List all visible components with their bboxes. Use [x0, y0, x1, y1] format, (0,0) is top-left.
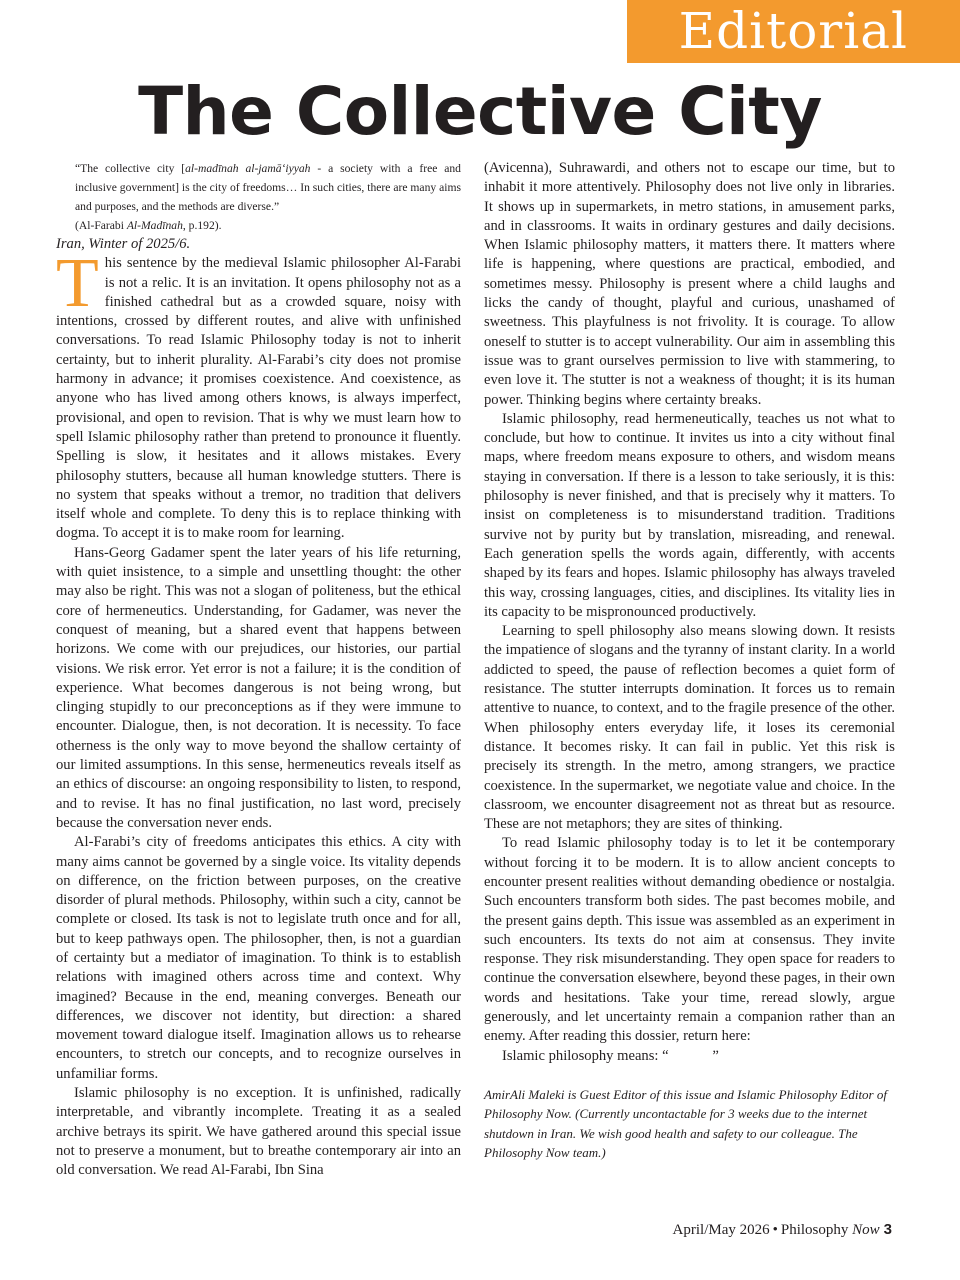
- left-column: [56, 159, 461, 1181]
- epigraph-source: (Al-Farabi Al-Madīnah, p.192).: [75, 219, 222, 232]
- bullet-separator: •: [772, 1222, 778, 1238]
- paragraph-4: Islamic philosophy is no exception. It is unfinished, radically interpretable, and vibrantly incomplete. Treating it as a sealed archive betrays its spirit. We have gathered around this special issue not to preserve a monument, but to breathe contemporary air into an old conversation. We read Al-Farabi, Ibn Sina: [56, 1085, 461, 1179]
- paragraph-1: This sentence by the medieval Islamic philosopher Al-Farabi is not a relic. It is an invitation. It opens philosophy not as a finished cathedral but as a crowded square, noisy with intentions, crossed by different routes, and alive with unfinished conversations. To read Islamic Philosophy today is not to inherit certainty, but to inherit plurality. Al-Farabi’s city does not promise harmony in advance; it promises coexistence. And coexistence, as anyone who has lived among others knows, is always imperfect, provisional, and open to revision. That is why we must learn how to spell Islamic philosophy rather than pretend to pronounce it fluently. Spelling is slow, it hesitates and it allows mistakes. Every philosophy stutters, because all human knowledge stutters. There is no system that speaks without a tremor, no tradition that delivers itself whole and complete. To deny this is to replace thinking with dogma. To accept it is to make room for learning.: [56, 245, 461, 542]
- magazine-name-now: Now: [852, 1222, 880, 1238]
- paragraph-6: Islamic philosophy, read hermeneutically, teaches us not what to conclude, but how to continue. It invites us into a city without final maps, where freedom means exposure to others, and wisdom means staying in conversation. If there is a lesson to take seriously, it is this: philosophy is never finished, and that is precisely why it matters. To insist on completeness is to misunderstand tradition. Traditions survive not by purity but by translation, misreading, and renewal. Each generation spells the words again, differently, with accents shaped by its fears and hopes. Islamic philosophy has always traveled this way, crossing languages, cities, and disciplines. Its vitality lies in its capacity to be mispronounced productively.: [484, 410, 895, 620]
- paragraph-9: Islamic philosophy means: “ ”: [502, 1047, 719, 1064]
- article-title: The Collective City: [138, 73, 822, 150]
- author-note: AmirAli Maleki is Guest Editor of this issue and Islamic Philosophy Editor of Philosophy Now. (Currently uncontactable for 3 weeks due to the internet shutdown in Iran. We wish good health and safety to our colleague. The Philosophy Now team.): [484, 1086, 887, 1161]
- section-label: Editorial: [627, 0, 960, 63]
- page-footer: [673, 1221, 892, 1239]
- issue-date: April/May 2026: [672, 1222, 770, 1238]
- page-number: 3: [883, 1221, 892, 1238]
- epigraph-text: “The collective city [al-madīnah al-jamā‘iyyah - a society with a free and inclusive government] is the city of freedoms… In such cities, there are many aims and purposes, and the methods are diverse.”: [75, 162, 461, 213]
- paragraph-7: Learning to spell philosophy also means slowing down. It resists the impatience of slogans and the tyranny of instant clarity. In a world addicted to speed, the pause of reflection becomes a quiet form of resistance. The stutter interrupts domination. It forces us to remain attentive to nuance, to context, and to the fragile presence of the other. When philosophy enters everyday life, it loses its ceremonial distance. It becomes risky. It can fail in public. Yet this risk is precisely its strength. In the metro, among strangers, we practice coexistence. In the supermarket, we negotiate value and choice. In the classroom, we encounter disagreement not as threat but as resource. These are not metaphors; they are sites of thinking.: [484, 623, 895, 833]
- magazine-name: Philosophy: [780, 1222, 849, 1238]
- right-column: [484, 159, 895, 1163]
- drop-cap: T: [56, 245, 99, 323]
- epigraph: [56, 159, 461, 235]
- dateline: Iran, Winter of 2025/6.: [56, 236, 191, 252]
- paragraph-5: (Avicenna), Suhrawardi, and others not to escape our time, but to inhabit it more attentively. Philosophy does not live only in libraries. It shows up in supermarkets, in metro stations, in amusement parks, and in classrooms. It waits in ordinary gestures and daily decisions. When Islamic philosophy matters, it matters there. It matters where life is happening, where questions are practical, embodied, and sometimes messy. Philosophy is present where a child laughs and licks the candy of thought, playful and curious, unashamed of sweetness. This playfulness is not frivolity. It is courage. To allow oneself to stutter is to accept vulnerability. Our aim in assembling this issue was to grant ourselves permission to live with stammering, to even love it. The stutter is not a weakness of thought; it is its human power. Thinking begins where certainty breaks.: [484, 160, 895, 408]
- paragraph-2: Hans-Georg Gadamer spent the later years of his life returning, with quiet insistence, to a simple and unsettling thought: the other may also be right. This was not a slogan of politeness, but the ethical core of hermeneutics. Understanding, for Gadamer, was never the conquest of meaning, but a shared event that happens between horizons. We come with our prejudices, our histories, our partial visions. We risk error. Yet error is not a failure; it is the condition of experience. What becomes dangerous is not being wrong, but clinging stupidly to our preconceptions as if they were immune to encounter. Dialogue, then, is not decoration. It is necessity. To face otherness is the only way to move beyond the shallow certainty of our limited assumptions. In this sense, hermeneutics reveals itself as an ethics of discourse: an ongoing responsibility to listen, to respond, and to revise. It has no final justification, no last word, precisely because the conversation never ends.: [56, 544, 461, 831]
- paragraph-3: Al-Farabi’s city of freedoms anticipates this ethics. A city with many aims cannot be governed by a single voice. Its vitality depends on difference, on the friction between purposes, on the creative disorder of plural methods. Philosophy, within such a city, cannot be complete or closed. Its task is not to legislate truth once and for all, but to keep pathways open. The philosopher, then, is not a guardian of certainty but a mediator of imagination. To think is to establish relations with imagined others across time and context. Why imagined? Because in the end, meaning converges. Beneath our differences, we discover not identity, but direction: a shared movement toward dialogue itself. Imagination allows us to rehearse encounters, to stretch our concepts, and to recognize ourselves in unfamiliar forms.: [56, 834, 461, 1082]
- paragraph-8: To read Islamic philosophy today is to let it be contemporary without forcing it to be modern. It is to allow ancient concepts to encounter present realities without demanding obedience or nostalgia. Such encounters transform both sides. The past becomes mobile, and the present gains depth. This issue was assembled as an experiment in such encounters. Its texts do not aim at consensus. They invite response. They risk misunderstanding. They open space for readers to continue the conversation elsewhere, beyond these pages, in their own words and hesitations. Take your time, reread slowly, argue generously, and let uncertainty remain a companion rather than an enemy. After reading this dossier, return here:: [484, 835, 895, 1045]
